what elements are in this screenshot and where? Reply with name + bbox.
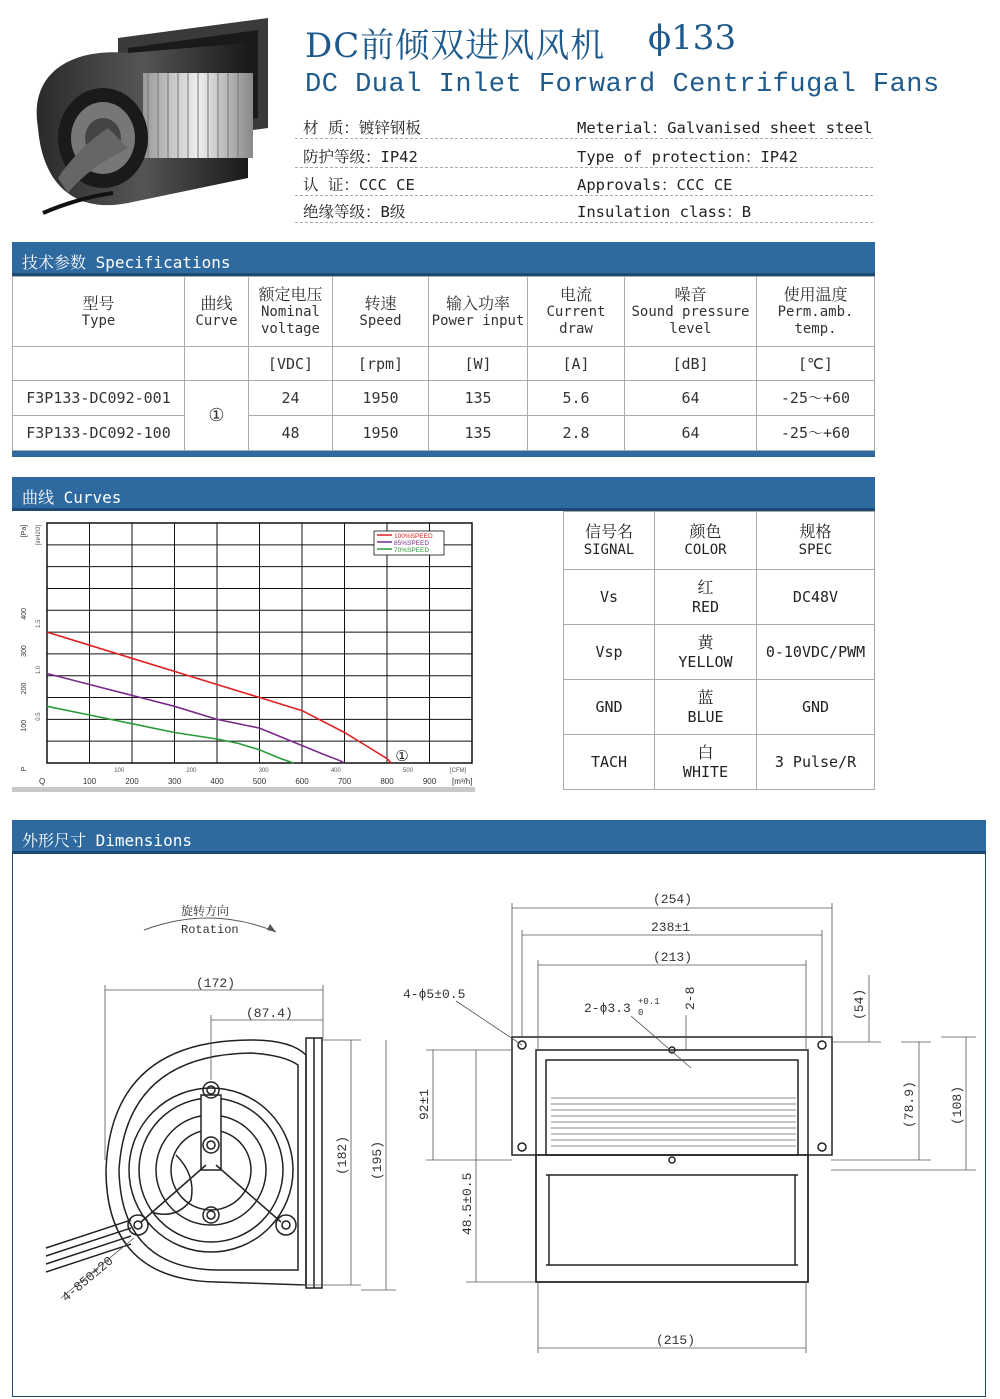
col-temp-header: 使用温度 Perm.amb. temp. [757, 277, 875, 347]
dimension-drawing [13, 853, 987, 1397]
cfm-tick-label: 300 [258, 768, 269, 774]
type-cell: F3P133-DC092-001 [13, 381, 185, 416]
y-axis-unit: [Pa] [21, 524, 28, 538]
rotation-label-en: Rotation [181, 923, 239, 937]
col-speed-header: 转速 Speed [333, 277, 429, 347]
dim-2-8: 2-8 [683, 986, 698, 1010]
cfm-axis-unit: [CFM] [450, 768, 467, 774]
dimensions-section-header: 外形尺寸 Dimensions [12, 820, 986, 854]
table-row [13, 381, 875, 416]
unit-cell: [A] [528, 347, 625, 381]
specs-table [12, 276, 875, 451]
unit-cell: [W] [429, 347, 528, 381]
y-axis-zero: P [21, 766, 28, 772]
voltage-cell: 24 [249, 381, 333, 416]
x-axis-zero: Q [39, 777, 46, 786]
x-tick-label: 300 [167, 777, 182, 786]
signal-spec: 0-10VDC/PWM [757, 625, 875, 680]
legend-label: 100%SPEED [394, 533, 433, 540]
side-view [46, 1038, 322, 1288]
y-tick-label: 400 [21, 607, 28, 620]
property-label-cn: 防护等级：IP42 [303, 148, 418, 166]
cfm-tick-label: 500 [403, 768, 414, 774]
dim-cable: 4-850±20 [58, 1253, 117, 1306]
x-tick-label: 800 [380, 777, 394, 786]
noise-cell: 64 [625, 381, 757, 416]
unit-cell [13, 347, 185, 381]
unit-cell: [VDC] [249, 347, 333, 381]
dim-87-4: (87.4) [246, 1006, 293, 1021]
x-tick-label: 700 [337, 777, 352, 786]
property-row-material [295, 112, 873, 139]
type-cell: F3P133-DC092-100 [13, 416, 185, 451]
specs-section-header: 技术参数 Specifications [12, 242, 875, 276]
dim-195: (195) [370, 1140, 385, 1180]
dim-92: 92±1 [417, 1088, 432, 1120]
dim-172: (172) [196, 976, 236, 991]
col-voltage-header: 额定电压 Nominal voltage [249, 277, 333, 347]
unit-cell: [dB] [625, 347, 757, 381]
curves-section-header: 曲线 Curves [12, 477, 875, 511]
legend-label: 70%SPEED [394, 547, 430, 554]
temp-cell: -25～+60 [757, 416, 875, 451]
wheel-blades [551, 1098, 796, 1146]
dim-holes-3-3-sup: +0.1 [638, 997, 660, 1007]
col-current-header: 电流 Current draw [528, 277, 625, 347]
dimensions-frame [12, 853, 986, 1397]
chart-bottom-bar [12, 787, 475, 792]
dim-182: (182) [335, 1135, 350, 1175]
dim-holes-3-3: 2-ϕ3.3 [584, 1001, 631, 1016]
specs-bottom-bar [12, 451, 875, 457]
table-row [13, 416, 875, 451]
signal-color: 白 WHITE [655, 735, 757, 790]
dim-108: (108) [950, 1085, 965, 1125]
speed-cell: 1950 [333, 381, 429, 416]
color-header: 颜色 COLOR [655, 512, 757, 570]
legend-label: 85%SPEED [394, 540, 430, 547]
signal-table [563, 511, 875, 790]
property-label-en: Insulation class：B [577, 203, 752, 221]
y2-tick-label: 1.5 [36, 619, 42, 628]
dim-254: (254) [653, 892, 693, 907]
voltage-cell: 48 [249, 416, 333, 451]
fan-product-photo [18, 18, 273, 228]
signal-name: TACH [564, 735, 655, 790]
x-tick-label: 600 [295, 777, 309, 786]
y2-axis-unit: [inH2O] [36, 524, 42, 546]
signal-row [564, 735, 875, 790]
dim-54: (54) [852, 988, 867, 1020]
x-tick-label: 400 [210, 777, 224, 786]
noise-cell: 64 [625, 416, 757, 451]
unit-cell [185, 347, 249, 381]
title-diameter: ϕ133 [648, 18, 737, 58]
rotation-arrowhead-icon [267, 924, 276, 932]
unit-cell: [℃] [757, 347, 875, 381]
signal-row [564, 570, 875, 625]
y2-tick-label: 1.0 [36, 665, 42, 675]
signal-row [564, 625, 875, 680]
cfm-tick-label: 100 [114, 768, 125, 774]
unit-cell: [rpm] [333, 347, 429, 381]
curve-marker: ① [395, 747, 409, 765]
signal-name: GND [564, 680, 655, 735]
property-label-en: Approvals：CCC CE [577, 176, 733, 194]
title-english: DC Dual Inlet Forward Centrifugal Fans [305, 70, 940, 100]
dim-215: (215) [656, 1333, 696, 1348]
property-label-cn: 材 质：镀锌钢板 [303, 119, 421, 137]
signal-color: 蓝 BLUE [655, 680, 757, 735]
y-tick-label: 100 [21, 719, 28, 732]
y2-tick-label: 0.5 [36, 712, 42, 721]
col-noise-header: 噪音 Sound pressure level [625, 277, 757, 347]
y-tick-label: 300 [21, 645, 28, 657]
signal-color: 黄 YELLOW [655, 625, 757, 680]
x-tick-label: 200 [125, 777, 139, 786]
x-axis-unit: [m³/h] [452, 777, 473, 786]
x-tick-label: 900 [422, 777, 437, 786]
signal-spec: 3 Pulse/R [757, 735, 875, 790]
signal-spec: GND [757, 680, 875, 735]
x-tick-label: 100 [82, 777, 97, 786]
cfm-tick-label: 400 [330, 768, 341, 774]
dim-48-5: 48.5±0.5 [460, 1172, 475, 1235]
temp-cell: -25～+60 [757, 381, 875, 416]
signal-spec: DC48V [757, 570, 875, 625]
dim-holes-3-3-sub: 0 [638, 1008, 644, 1018]
signal-color: 红 RED [655, 570, 757, 625]
cfm-tick-label: 200 [186, 768, 197, 774]
signal-name: Vs [564, 570, 655, 625]
front-view [512, 1037, 832, 1282]
property-label-cn: 认 证：CCC CE [303, 176, 415, 194]
col-curve-header: 曲线 Curve [185, 277, 249, 347]
current-cell: 5.6 [528, 381, 625, 416]
dim-213: (213) [653, 950, 693, 965]
property-label-en: Type of protection：IP42 [577, 148, 798, 166]
x-tick-label: 500 [252, 777, 267, 786]
spec-header: 规格 SPEC [757, 512, 875, 570]
property-row-approvals [295, 169, 873, 196]
y-tick-label: 200 [21, 682, 28, 695]
power-cell: 135 [429, 416, 528, 451]
property-label-cn: 绝缘等级：B级 [303, 203, 406, 221]
title-chinese: DC前倾双进风风机 [305, 26, 606, 66]
signal-row [564, 680, 875, 735]
rotation-label-cn: 旋转方向 [181, 905, 230, 919]
property-row-protection [295, 141, 873, 168]
col-power-header: 输入功率 Power input [429, 277, 528, 347]
property-label-en: Meterial：Galvanised sheet steel [577, 119, 873, 137]
speed-cell: 1950 [333, 416, 429, 451]
dim-78-9: (78.9) [902, 1081, 917, 1128]
property-row-insulation [295, 196, 873, 223]
col-type-header: 型号 Type [13, 277, 185, 347]
curve-cell: ① [185, 381, 249, 451]
power-cell: 135 [429, 381, 528, 416]
signal-name: Vsp [564, 625, 655, 680]
performance-curve-chart [12, 511, 477, 789]
signal-header: 信号名 SIGNAL [564, 512, 655, 570]
dim-238: 238±1 [651, 920, 691, 935]
dim-holes-5: 4-ϕ5±0.5 [403, 987, 466, 1002]
current-cell: 2.8 [528, 416, 625, 451]
